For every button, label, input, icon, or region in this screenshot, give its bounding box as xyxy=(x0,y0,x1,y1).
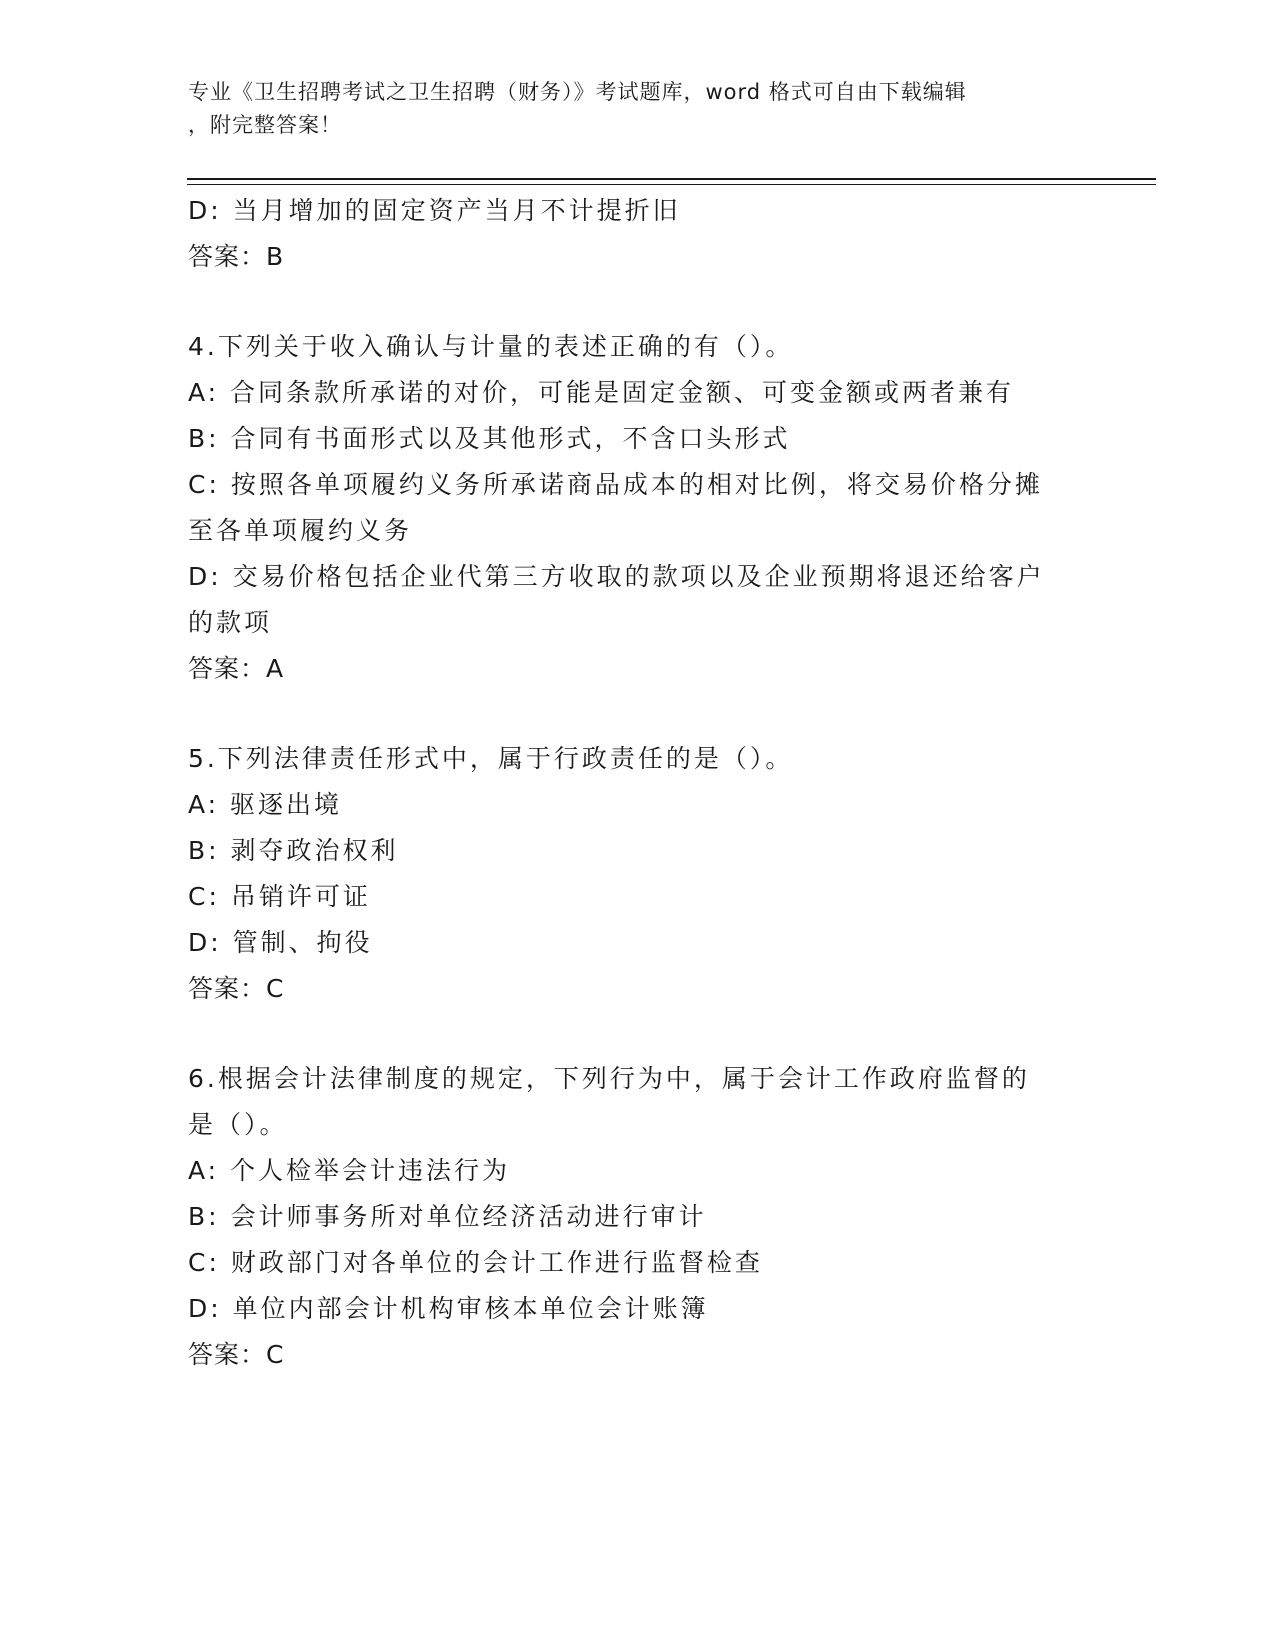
question-5 xyxy=(188,736,1088,1012)
q4-option-c-line-2: 至各单项履约义务 xyxy=(188,516,413,545)
q4-stem: 4.下列关于收入确认与计量的表述正确的有（）。 xyxy=(188,332,794,361)
q5-stem: 5.下列法律责任形式中，属于行政责任的是（）。 xyxy=(188,744,794,773)
q6-option-d: D: 单位内部会计机构审核本单位会计账簿 xyxy=(188,1294,709,1323)
q6-answer: 答案：C xyxy=(188,1340,285,1369)
q5-option-a: A: 驱逐出境 xyxy=(188,790,343,819)
q5-option-d: D: 管制、拘役 xyxy=(188,928,373,957)
document-body xyxy=(188,188,1088,1378)
q5-answer: 答案：C xyxy=(188,974,285,1003)
q6-option-c: C: 财政部门对各单位的会计工作进行监督检查 xyxy=(188,1248,763,1277)
q6-stem-line-2: 是（）。 xyxy=(188,1110,288,1139)
q5-option-c: C: 吊销许可证 xyxy=(188,882,371,911)
q3-option-d: D: 当月增加的固定资产当月不计提折旧 xyxy=(188,196,681,225)
q4-option-c-line-1: C: 按照各单项履约义务所承诺商品成本的相对比例，将交易价格分摊 xyxy=(188,470,1043,499)
q6-option-a: A: 个人检举会计违法行为 xyxy=(188,1156,511,1185)
question-3-tail xyxy=(188,188,1088,280)
q4-option-a: A: 合同条款所承诺的对价，可能是固定金额、可变金额或两者兼有 xyxy=(188,378,1015,407)
header-divider-thin xyxy=(187,184,1156,185)
q3-answer: 答案：B xyxy=(188,242,285,271)
q4-answer: 答案：A xyxy=(188,654,285,683)
question-4 xyxy=(188,324,1088,692)
q4-option-b: B: 合同有书面形式以及其他形式，不含口头形式 xyxy=(188,424,791,453)
header-divider-thick xyxy=(187,178,1156,180)
q6-option-b: B: 会计师事务所对单位经济活动进行审计 xyxy=(188,1202,707,1231)
header-line-1: 专业《卫生招聘考试之卫生招聘（财务）》考试题库，word 格式可自由下载编辑 xyxy=(188,80,967,104)
document-header xyxy=(188,76,1088,142)
header-line-2: ，附完整答案！ xyxy=(188,113,342,137)
question-6 xyxy=(188,1056,1088,1378)
q4-option-d-line-2: 的款项 xyxy=(188,608,273,637)
q4-option-d-line-1: D: 交易价格包括企业代第三方收取的款项以及企业预期将退还给客户 xyxy=(188,562,1045,591)
q6-stem-line-1: 6.根据会计法律制度的规定，下列行为中，属于会计工作政府监督的 xyxy=(188,1064,1030,1093)
q5-option-b: B: 剥夺政治权利 xyxy=(188,836,399,865)
